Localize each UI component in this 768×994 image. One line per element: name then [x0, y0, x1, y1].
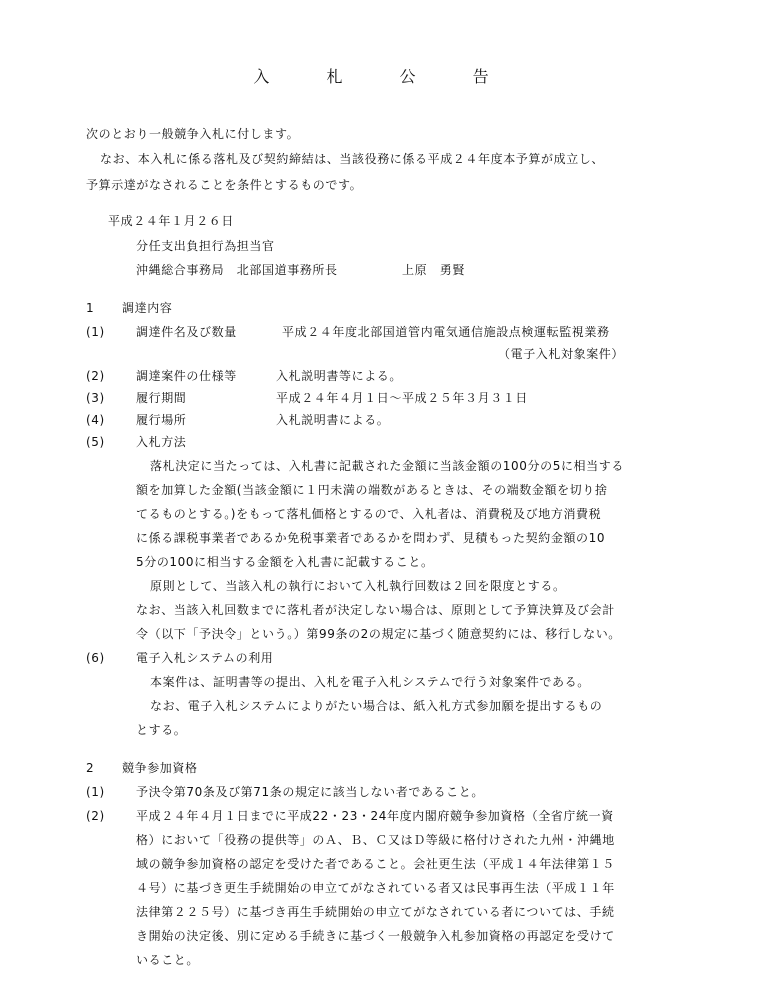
- esystem-line: 本案件は、証明書等の提出、入札を電子入札システムで行う対象案件である。: [150, 675, 590, 689]
- item-5-number: (5): [86, 435, 105, 449]
- item-1-label: 調達件名及び数量: [136, 325, 237, 339]
- issuer-name: 上原 勇賢: [402, 263, 466, 277]
- s2-item-2-number: (2): [86, 809, 105, 823]
- item-1-number: (1): [86, 325, 105, 339]
- intro-line-2: なお、本入札に係る落札及び契約締結は、当該役務に係る平成２４年度本予算が成立し、: [100, 152, 605, 166]
- issuer-office: 沖縄総合事務局 北部国道事務所長: [136, 263, 338, 277]
- item-3-label: 履行期間: [136, 391, 187, 405]
- intro-line-3: 予算示達がなされることを条件とするものです。: [86, 178, 363, 192]
- method-line: なお、当該入札回数までに落札者が決定しない場合は、原則として予算決算及び会計: [136, 603, 615, 617]
- issue-date: 平成２４年１月２６日: [108, 214, 235, 228]
- item-2-label: 調達案件の仕様等: [136, 369, 237, 383]
- item-5-label: 入札方法: [136, 435, 187, 449]
- s2-item-2-line: いること。: [136, 953, 200, 967]
- s2-item-2-line: 格）において「役務の提供等」のＡ、Ｂ、Ｃ又はＤ等級に格付けされた九州・沖縄地: [136, 833, 615, 847]
- item-1-value-note: （電子入札対象案件）: [498, 347, 625, 361]
- item-2-number: (2): [86, 369, 105, 383]
- issuer-role: 分任支出負担行為担当官: [136, 239, 275, 253]
- s2-item-2-line: ４号）に基づき更生手続開始の申立てがなされている者又は民事再生法（平成１１年: [136, 881, 615, 895]
- section1-heading: 調達内容: [122, 301, 173, 315]
- s2-item-2-line: 法律第２２５号）に基づき再生手続開始の申立てがなされている者については、手続: [136, 905, 615, 919]
- section2-number: 2: [86, 761, 95, 775]
- s2-item-2-line: 平成２４年４月１日までに平成22・23・24年度内閣府競争参加資格（全省庁統一資: [136, 809, 614, 823]
- method-line: てるものとする。)をもって落札価格とするので、入札者は、消費税及び地方消費税: [136, 507, 602, 521]
- item-3-number: (3): [86, 391, 105, 405]
- item-4-value: 入札説明書による。: [276, 413, 390, 427]
- section2-heading: 競争参加資格: [122, 761, 198, 775]
- item-4-number: (4): [86, 413, 105, 427]
- s2-item-2-line: 域の競争参加資格の認定を受けた者であること。会社更生法（平成１４年法律第１５: [136, 857, 615, 871]
- s2-item-2-line: き開始の決定後、別に定める手続きに基づく一般競争入札参加資格の再認定を受けて: [136, 929, 615, 943]
- item-6-label: 電子入札システムの利用: [136, 651, 274, 665]
- item-3-value: 平成２４年４月１日～平成２５年３月３１日: [276, 391, 529, 405]
- item-2-value: 入札説明書等による。: [276, 369, 403, 383]
- method-line: 額を加算した金額(当該金額に１円未満の端数があるときは、その端数金額を切り捨: [136, 483, 608, 497]
- intro-line-1: 次のとおり一般競争入札に付します。: [86, 127, 300, 141]
- page-title: 入 札 公 告: [253, 67, 515, 86]
- method-line: 5分の100に相当する金額を入札書に記載すること。: [136, 555, 434, 569]
- method-line: に係る課税事業者であるか免税事業者であるかを問わず、見積もった契約金額の10: [136, 531, 606, 545]
- item-1-value: 平成２４年度北部国道管内電気通信施設点検運転監視業務: [282, 325, 610, 339]
- method-line: 原則として、当該入札の執行において入札執行回数は２回を限度とする。: [150, 579, 566, 593]
- s2-item-1-text: 予決令第70条及び第71条の規定に該当しない者であること。: [136, 785, 484, 799]
- method-line: 令（以下「予決令」という。）第99条の2の規定に基づく随意契約には、移行しない。: [136, 627, 621, 641]
- method-line: 落札決定に当たっては、入札書に記載された金額に当該金額の100分の5に相当する: [150, 459, 624, 473]
- item-6-number: (6): [86, 651, 105, 665]
- s2-item-1-number: (1): [86, 785, 105, 799]
- esystem-line: なお、電子入札システムによりがたい場合は、紙入札方式参加願を提出するもの: [150, 699, 603, 713]
- section1-number: 1: [86, 301, 95, 315]
- item-4-label: 履行場所: [136, 413, 187, 427]
- esystem-line: とする。: [136, 723, 187, 737]
